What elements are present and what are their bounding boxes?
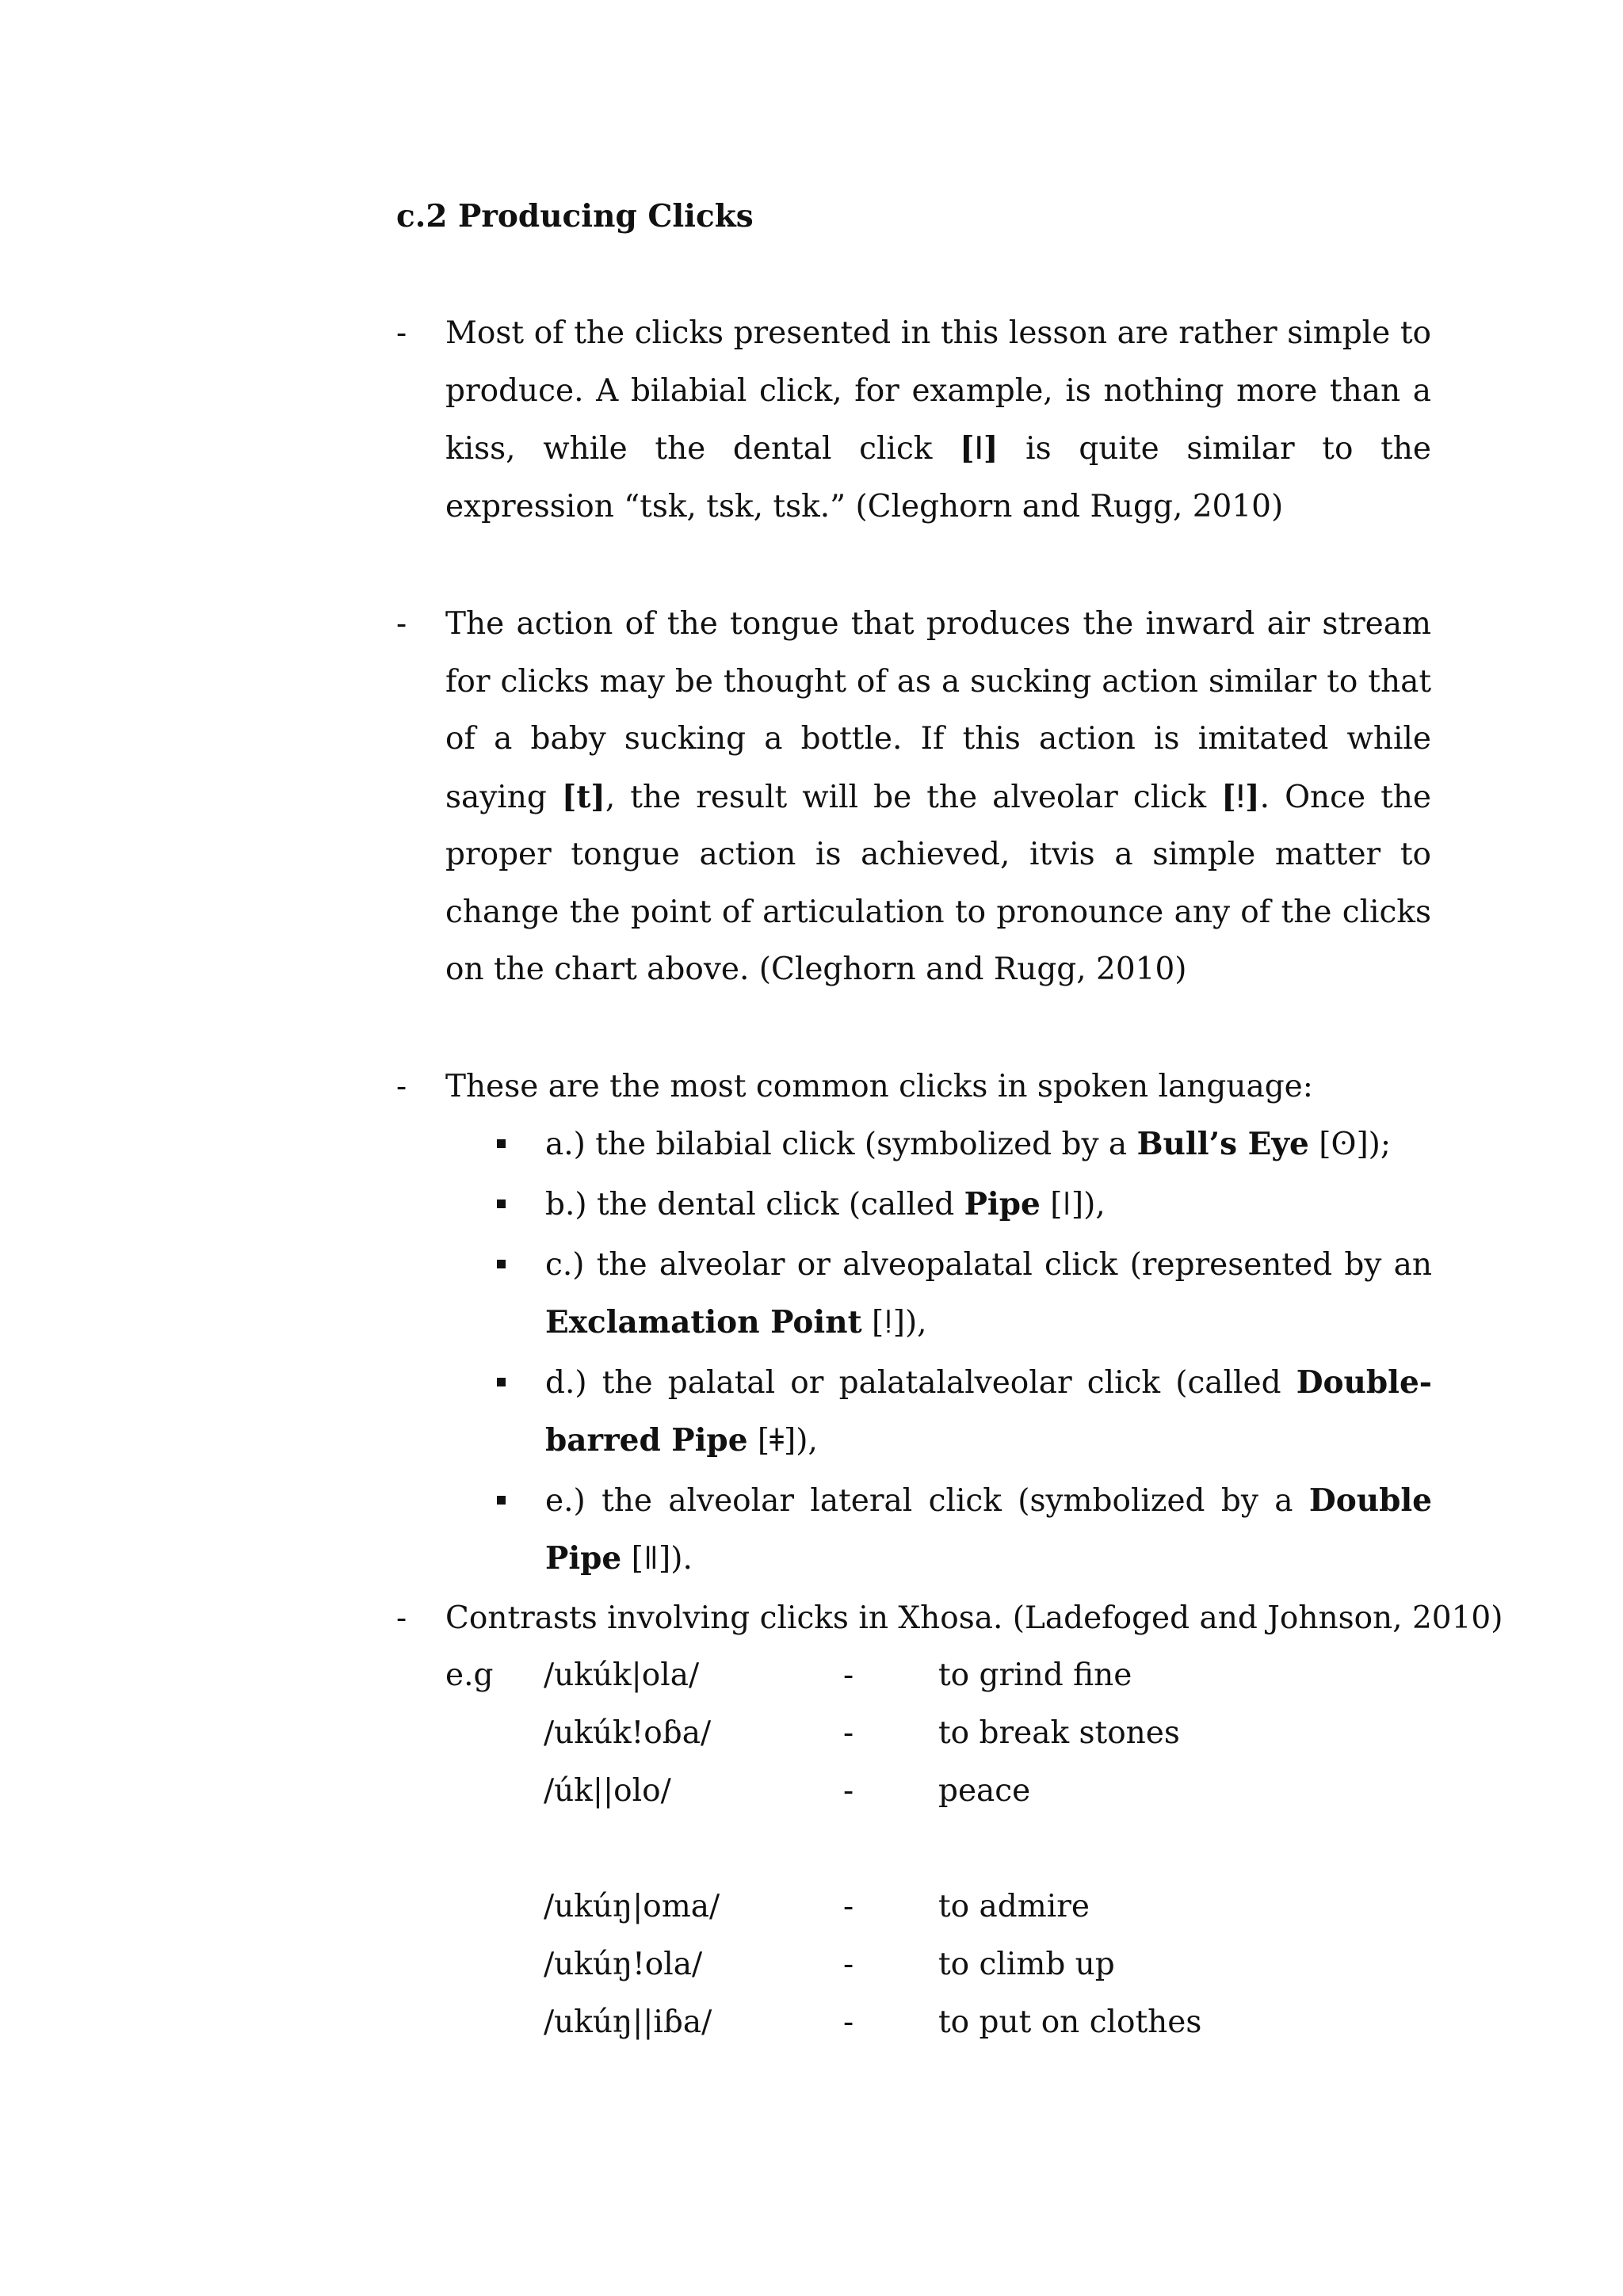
click-name: Exclamation Point [545,1304,862,1341]
example-gloss: to climb up [938,1947,1115,1982]
square-bullet-icon [497,1260,506,1268]
square-bullet-icon [497,1139,506,1148]
paragraph-text: is quite similar to the expression “tsk, tsk, tsk.” (Cleghorn and Rugg, 2010) [445,431,1431,524]
list-item: d.) the palatal or palatalalveolar click (called Double-barred Pipe [ǂ]), [497,1354,1432,1470]
example-form: /ukúŋ|oma/ [544,1889,720,1924]
example-gloss: to put on clothes [938,2004,1202,2040]
square-bullet-icon [497,1199,506,1208]
paragraph-text: . Once the proper tongue action is achieved, itvis a simple matter to change the point of articulation to pronounce any of the clicks on the chart above. (Cleghorn and Rugg, 2010) [445,779,1432,987]
example-gloss: to admire [938,1889,1090,1924]
example-form: /ukúŋ||iɓa/ [544,2004,712,2040]
paragraph-clicks-simple [445,305,1431,536]
click-name: Pipe [964,1186,1041,1222]
example-gloss: peace [938,1773,1031,1809]
list-dash: - [396,1069,407,1104]
paragraph-common-clicks-intro: These are the most common clicks in spoken language: [445,1069,1313,1104]
example-separator: - [843,1657,854,1693]
ipa-symbol: [ǀ] [960,430,999,467]
example-separator: - [843,1947,854,1982]
example-form: /ukúk!oɓa/ [544,1715,712,1751]
click-name: Double Pipe [545,1482,1432,1577]
example-gloss: to break stones [938,1715,1180,1751]
example-separator: - [843,2004,854,2040]
ipa-symbol: [ǃ] [1221,778,1260,815]
example-separator: - [843,1773,854,1809]
paragraph-text: The action of the tongue that produces the inward air stream for clicks may be thought of as a sucking action similar to that of a baby sucking a bottle. If this action is imitated while saying [445,606,1431,815]
list-item: c.) the alveolar or alveopalatal click (represented by an Exclamation Point [ǃ]), [497,1236,1432,1352]
example-label: e.g [445,1657,494,1693]
ipa-symbol: [t] [561,778,605,815]
square-bullet-icon [497,1378,506,1386]
square-bullet-icon [497,1496,506,1505]
section-title: c.2 Producing Clicks [396,198,754,235]
list-dash: - [396,315,407,351]
paragraph-text: , the result will be the alveolar click [605,779,1222,815]
paragraph-text: Most of the clicks presented in this lesson are rather simple to produce. A bilabial click, for example, is nothing more than a kiss, while the dental click [445,315,1431,467]
click-name: Bull’s Eye [1136,1126,1309,1162]
example-form: /ukúŋ!ola/ [544,1947,703,1982]
paragraph-xhosa-intro: Contrasts involving clicks in Xhosa. (Ladefoged and Johnson, 2010) [445,1600,1503,1636]
example-gloss: to grind fine [938,1657,1132,1693]
list-item: a.) the bilabial click (symbolized by a Bull’s Eye [ʘ]); [497,1116,1432,1173]
example-form: /úk||olo/ [544,1773,671,1809]
list-item: b.) the dental click (called Pipe [ǀ]), [497,1176,1432,1234]
click-types-list [497,1116,1432,1590]
list-dash: - [396,1600,407,1636]
list-dash: - [396,606,407,642]
paragraph-tongue-action [445,596,1431,999]
click-name: Double-barred Pipe [545,1364,1432,1459]
list-item: e.) the alveolar lateral click (symbolized by a Double Pipe [ǁ]). [497,1472,1432,1588]
example-form: /ukúk|ola/ [544,1657,700,1693]
example-separator: - [843,1715,854,1751]
example-separator: - [843,1889,854,1924]
